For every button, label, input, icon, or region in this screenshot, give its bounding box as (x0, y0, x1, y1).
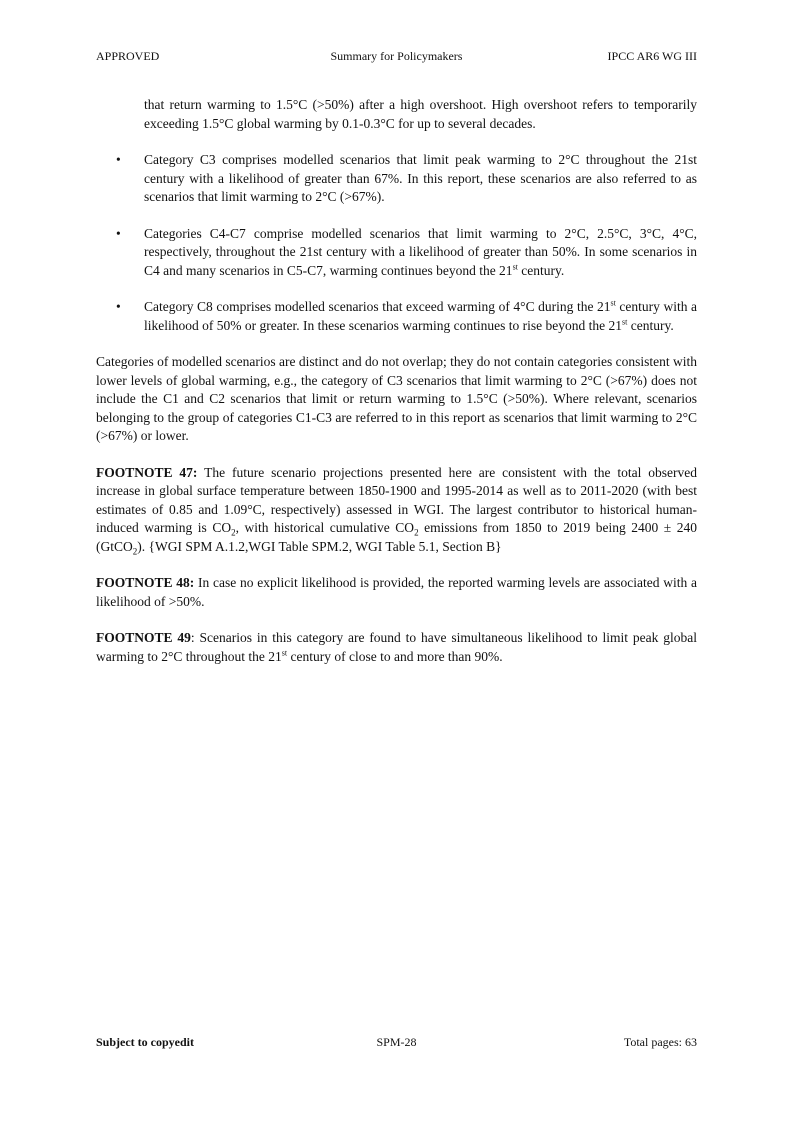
footnote-49-label: FOOTNOTE 49 (96, 630, 191, 645)
page-footer (96, 1034, 697, 1050)
footnote-47-text-2: , with historical cumulative CO (235, 520, 415, 535)
bullet-marker: • (116, 225, 121, 241)
page-body (96, 96, 697, 684)
footer-copyedit-note: Subject to copyedit (96, 1035, 194, 1049)
bullet-c4-c7 (96, 225, 697, 281)
subscript: 2 (132, 546, 138, 557)
bullet-c4-c7-text: Categories C4-C7 comprise modelled scenarios that limit warming to 2°C, 2.5°C, 3°C, 4°C, respectively, throughout the 21st century with a likelihood of greater than 50%. In some scenarios in C4 and many scenarios in C5-C7, warming continues beyond the 21 (144, 225, 697, 278)
superscript: st (610, 298, 616, 308)
footnote-47-text-3: emissions from 1850 to 2019 being 2400 ± 240 (GtCO (96, 520, 697, 554)
header-report: IPCC AR6 WG III (607, 49, 697, 63)
bullet-c4-c7-text-end: century. (517, 262, 565, 278)
bullet-c8 (96, 298, 697, 335)
superscript: st (512, 262, 518, 271)
bullet-c3 (96, 151, 697, 207)
footnote-48-label: FOOTNOTE 48: (96, 575, 195, 590)
footnote-47-text-4: ). {WGI SPM A.1.2,WGI Table SPM.2, WGI Table 5.1, Section B} (137, 538, 502, 554)
footnote-49-text: : Scenarios in this category are found to have simultaneous likelihood to limit peak global warming to 2°C throughout the 21 (96, 630, 697, 664)
page-header (96, 48, 697, 64)
superscript: st (281, 648, 288, 657)
subscript: 2 (231, 527, 236, 538)
footnote-48 (96, 574, 697, 611)
bullet-continuation: that return warming to 1.5°C (>50%) after a high overshoot. High overshoot refers to temporarily exceeding 1.5°C global warming by 0.1-0.3°C for up to several decades. (144, 97, 697, 131)
bullet-c8-text: Category C8 comprises modelled scenarios that exceed warming of 4°C during the 21 (144, 299, 611, 314)
footnote-48-text: In case no explicit likelihood is provided, the reported warming levels are associated with a likelihood of >50%. (96, 575, 697, 609)
bullet-marker: • (116, 299, 121, 314)
bullet-c3-text: Category C3 comprises modelled scenarios that limit peak warming to 2°C throughout the 21st century with a likelihood of greater than 67%. In this report, these scenarios are also referred to as scenarios that limit warming to 2°C (>67%). (144, 152, 697, 204)
header-status: APPROVED (96, 49, 160, 63)
superscript: st (622, 317, 628, 326)
footnote-47-label: FOOTNOTE 47: (96, 464, 198, 480)
footnote-49-text-end: century of close to and more than 90%. (287, 648, 503, 664)
subscript: 2 (414, 527, 419, 538)
bullet-c8-text-mid: century with a likelihood of 50% or greater. In these scenarios warming continues to rise beyond the 21 (144, 299, 697, 333)
categories-paragraph: Categories of modelled scenarios are distinct and do not overlap; they do not contain categories consistent with lower levels of global warming, e.g., the category of C3 scenarios that limit warming to 2°C (>67%) does not include the C1 and C2 scenarios that limit or return warming to 1.5°C (>50%). Where relevant, scenarios belonging to the group of categories C1-C3 are referred to in this report as scenarios that limit warming to 2°C (>67%) or lower. (96, 354, 697, 443)
footnote-49 (96, 629, 697, 666)
footnote-47 (96, 464, 697, 557)
footnote-47-text: The future scenario projections presented here are consistent with the total observed increase in global surface temperature between 1850-1900 and 1995-2014 as well as to 2011-2020 (with best estimates of 0.85 and 1.09°C, respectively) assessed in WGI. The largest contributor to historical human-induced warming is CO (96, 464, 697, 535)
bullet-c8-text-end: century. (627, 317, 674, 333)
header-title: Summary for Policymakers (330, 49, 463, 63)
page-number: SPM-28 (376, 1035, 417, 1049)
total-pages: Total pages: 63 (623, 1035, 697, 1049)
bullet-marker: • (116, 152, 121, 167)
